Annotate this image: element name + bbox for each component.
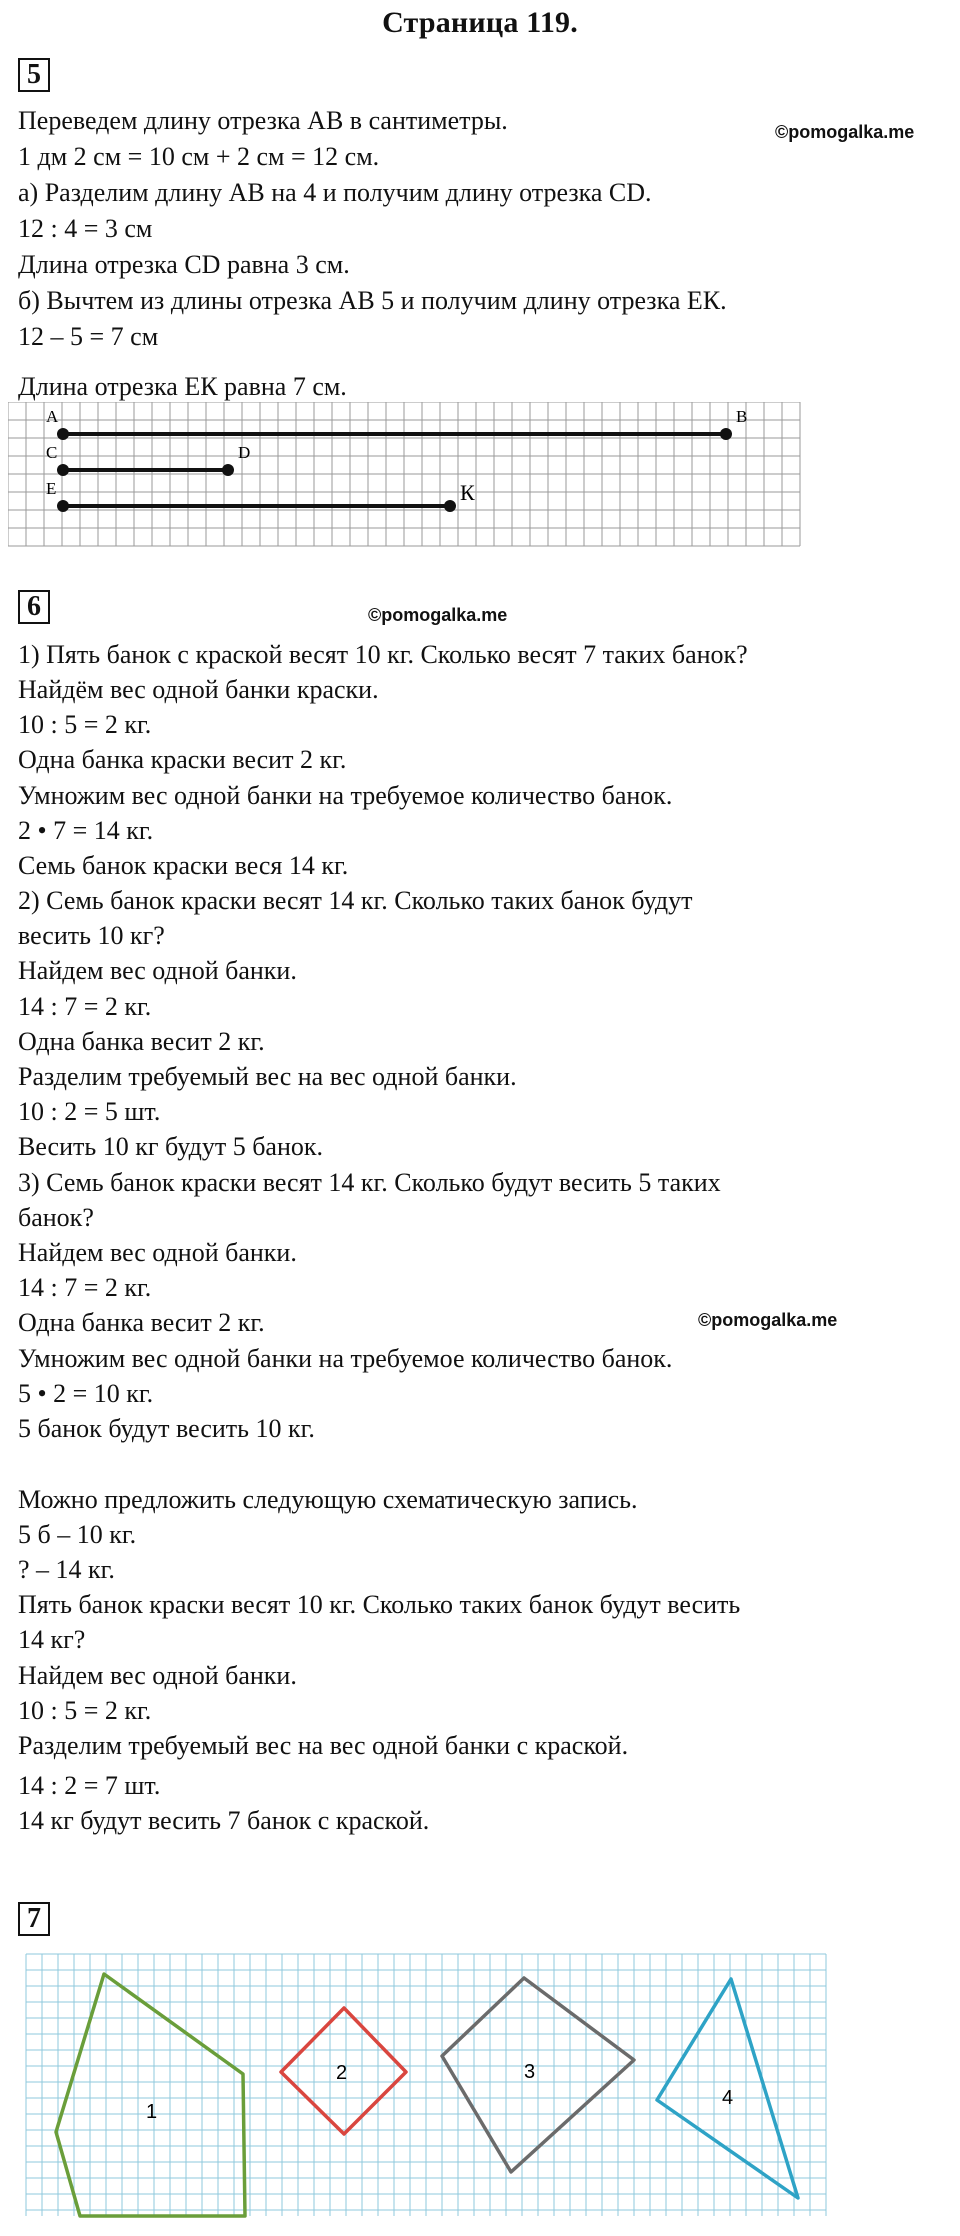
text-line: 14 кг будут весить 7 банок с краской. [18, 1806, 430, 1835]
text-line: Разделим требуемый вес на вес одной банки с краской. [18, 1731, 629, 1760]
task-6-number: 6 [18, 590, 50, 624]
text-line: Семь банок краски веся 14 кг. [18, 851, 349, 880]
text-line: 14 : 2 = 7 шт. [18, 1771, 161, 1800]
point-label-d: D [238, 443, 251, 462]
figure-3-label: 3 [524, 2061, 536, 2083]
figure-1-shape [56, 1974, 245, 2216]
text-line: а) Разделим длину АВ на 4 и получим длину отрезка CD. [18, 178, 652, 207]
text-line: 14 кг? [18, 1625, 86, 1654]
text-line: Разделим требуемый вес на вес одной банки. [18, 1062, 517, 1091]
segments-grid-figure [8, 402, 808, 552]
text-line: ? – 14 кг. [18, 1555, 115, 1584]
text-line: 12 : 4 = 3 см [18, 214, 153, 243]
point-label-b: B [736, 407, 748, 426]
text-line: Найдем вес одной банки. [18, 956, 297, 985]
grid [26, 1954, 826, 2216]
figure-2-label: 2 [336, 2062, 348, 2084]
text-line: 14 : 7 = 2 кг. [18, 992, 152, 1021]
point-label-c: C [46, 443, 58, 462]
text-line: Длина отрезка ЕК равна 7 см. [18, 372, 347, 401]
watermark: ©pomogalka.me [775, 122, 915, 142]
text-line: 12 – 5 = 7 см [18, 322, 159, 351]
text-line: б) Вычтем из длины отрезка АВ 5 и получим длину отрезка ЕК. [18, 286, 727, 315]
figures-grid [22, 1950, 832, 2220]
grid [8, 402, 800, 546]
text-line: банок? [18, 1203, 94, 1232]
text-line: 2) Семь банок краски весят 14 кг. Сколько таких банок будут [18, 886, 693, 915]
point-label-a: A [46, 407, 59, 426]
text-line: 5 • 2 = 10 кг. [18, 1379, 154, 1408]
watermark: ©pomogalka.me [698, 1310, 838, 1330]
text-line: Найдем вес одной банки. [18, 1661, 297, 1690]
text-line: Найдём вес одной банки краски. [18, 675, 379, 704]
text-line: 5 банок будут весить 10 кг. [18, 1414, 315, 1443]
watermark: ©pomogalka.me [368, 605, 508, 625]
task-7-number: 7 [18, 1902, 50, 1936]
text-line: 10 : 5 = 2 кг. [18, 710, 152, 739]
segment-cd [46, 443, 250, 476]
segment-ab [46, 407, 747, 440]
text-line: Длина отрезка CD равна 3 см. [18, 250, 350, 279]
text-line: Одна банка весит 2 кг. [18, 1308, 265, 1337]
text-line: Переведем длину отрезка АВ в сантиметры. [18, 106, 508, 135]
text-line: Умножим вес одной банки на требуемое количество банок. [18, 781, 673, 810]
text-line: весить 10 кг? [18, 921, 165, 950]
figure-4 [657, 1979, 798, 2198]
text-line: 1 дм 2 см = 10 см + 2 см = 12 см. [18, 142, 380, 171]
figure-4-label: 4 [722, 2087, 734, 2109]
text-line: Весить 10 кг будут 5 банок. [18, 1132, 324, 1161]
text-line: 10 : 5 = 2 кг. [18, 1696, 152, 1725]
point-label-k: К [460, 480, 475, 505]
text-line: Умножим вес одной банки на требуемое количество банок. [18, 1344, 673, 1373]
text-line: 14 : 7 = 2 кг. [18, 1273, 152, 1302]
text-line: 3) Семь банок краски весят 14 кг. Сколько будут весить 5 таких [18, 1168, 721, 1197]
text-line: 2 • 7 = 14 кг. [18, 816, 154, 845]
text-line: Одна банка весит 2 кг. [18, 1027, 265, 1056]
text-line: Пять банок краски весят 10 кг. Сколько таких банок будут весить [18, 1590, 741, 1619]
text-line: Одна банка краски весит 2 кг. [18, 745, 347, 774]
figure-1 [56, 1974, 245, 2216]
text-line: 5 б – 10 кг. [18, 1520, 137, 1549]
text-line: Найдем вес одной банки. [18, 1238, 297, 1267]
figure-1-label: 1 [146, 2101, 158, 2123]
figure-2 [281, 2008, 406, 2134]
page-title: Страница 119. [382, 6, 578, 39]
task-5-number: 5 [18, 58, 50, 92]
text-line: 10 : 2 = 5 шт. [18, 1097, 161, 1126]
point-label-e: E [46, 479, 57, 498]
text-line: 1) Пять банок с краской весят 10 кг. Сколько весят 7 таких банок? [18, 640, 748, 669]
text-line: Можно предложить следующую схематическую запись. [18, 1485, 638, 1514]
